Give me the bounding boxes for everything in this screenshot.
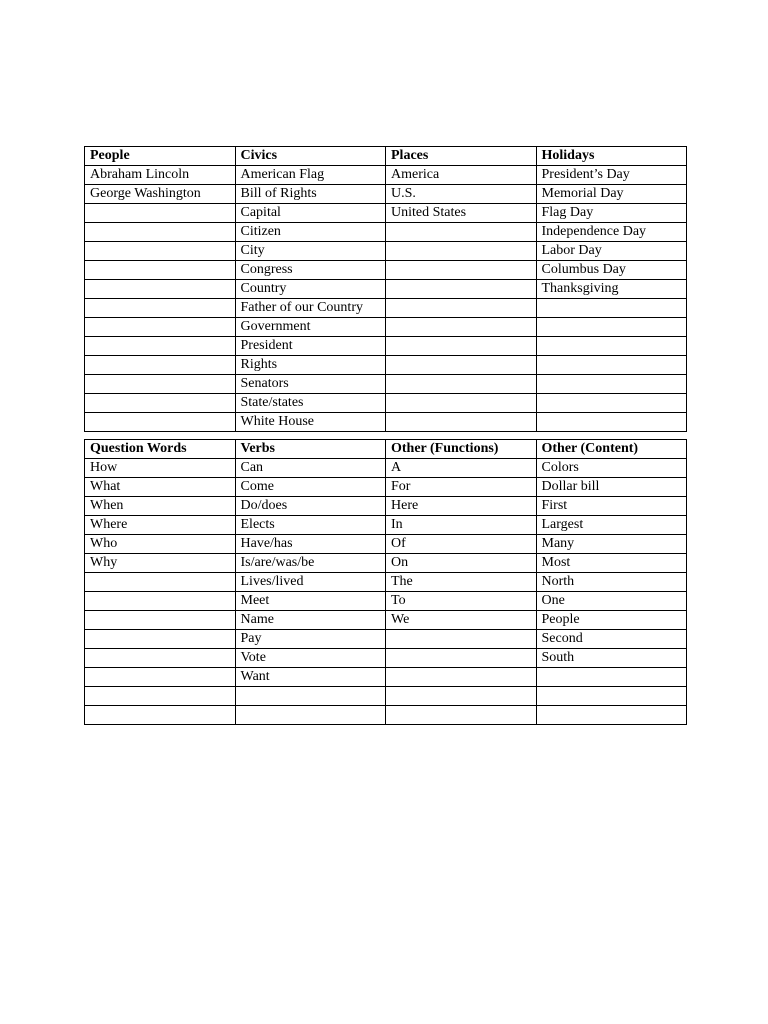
table-row [85, 554, 687, 573]
table-cell [85, 687, 236, 706]
table-cell: Here [386, 497, 537, 516]
table-cell: United States [386, 204, 537, 223]
table-row [85, 356, 687, 375]
table-row [85, 318, 687, 337]
table-cell: Columbus Day [536, 261, 687, 280]
table-cell: Senators [235, 375, 386, 394]
table-cell [536, 299, 687, 318]
table-cell [536, 706, 687, 725]
table-cell [386, 375, 537, 394]
table-body [85, 166, 687, 432]
table-cell: Dollar bill [536, 478, 687, 497]
table-row [85, 299, 687, 318]
table-cell: Congress [235, 261, 386, 280]
table-cell: Bill of Rights [235, 185, 386, 204]
table-cell: White House [235, 413, 386, 432]
table-cell: On [386, 554, 537, 573]
table-cell: Meet [235, 592, 386, 611]
table-row [85, 592, 687, 611]
table-row [85, 516, 687, 535]
table-row [85, 706, 687, 725]
table-cell: People [536, 611, 687, 630]
table-cell: Memorial Day [536, 185, 687, 204]
table-cell: Second [536, 630, 687, 649]
table-cell [386, 280, 537, 299]
table-cell: Is/are/was/be [235, 554, 386, 573]
table-cell: Who [85, 535, 236, 554]
table-cell [85, 318, 236, 337]
table-cell: Of [386, 535, 537, 554]
column-header: Places [386, 147, 537, 166]
table-cell [386, 394, 537, 413]
table-row [85, 375, 687, 394]
table-header [85, 147, 687, 166]
table-cell: George Washington [85, 185, 236, 204]
table-cell [85, 299, 236, 318]
table-cell [85, 573, 236, 592]
column-header: Other (Content) [536, 440, 687, 459]
table-cell: Thanksgiving [536, 280, 687, 299]
table-cell: Can [235, 459, 386, 478]
table-row [85, 459, 687, 478]
table-cell [85, 204, 236, 223]
table-row [85, 649, 687, 668]
column-header: Civics [235, 147, 386, 166]
table-cell: Citizen [235, 223, 386, 242]
table-cell: Government [235, 318, 386, 337]
table-cell: Rights [235, 356, 386, 375]
table-cell [386, 223, 537, 242]
table-cell [386, 668, 537, 687]
header-row [85, 440, 687, 459]
table-cell [85, 668, 236, 687]
table-cell: Labor Day [536, 242, 687, 261]
table-cell [85, 394, 236, 413]
table-cell [85, 280, 236, 299]
header-row [85, 147, 687, 166]
table-cell: What [85, 478, 236, 497]
table-cell: A [386, 459, 537, 478]
table-cell: Where [85, 516, 236, 535]
table-cell: President’s Day [536, 166, 687, 185]
table-cell: Why [85, 554, 236, 573]
table-cell [85, 649, 236, 668]
table-cell [536, 413, 687, 432]
table-cell [386, 413, 537, 432]
table-cell [85, 630, 236, 649]
table-cell: South [536, 649, 687, 668]
table-cell [386, 687, 537, 706]
table-cell [536, 668, 687, 687]
column-header: People [85, 147, 236, 166]
table-row [85, 497, 687, 516]
table-cell [386, 706, 537, 725]
table-row [85, 413, 687, 432]
table-cell: Name [235, 611, 386, 630]
table-row [85, 204, 687, 223]
table-cell: Flag Day [536, 204, 687, 223]
table-cell [85, 356, 236, 375]
table-cell [85, 337, 236, 356]
table-cell: Largest [536, 516, 687, 535]
table-cell [85, 592, 236, 611]
table-cell: Vote [235, 649, 386, 668]
table-cell [235, 706, 386, 725]
table-cell: Want [235, 668, 386, 687]
column-header: Other (Functions) [386, 440, 537, 459]
column-header: Holidays [536, 147, 687, 166]
table-cell: American Flag [235, 166, 386, 185]
table-cell [536, 394, 687, 413]
table-cell: The [386, 573, 537, 592]
table-cell: Elects [235, 516, 386, 535]
vocabulary-table-people-civics-places-holidays [84, 146, 687, 432]
table-cell: Come [235, 478, 386, 497]
table-row [85, 223, 687, 242]
table-cell [386, 649, 537, 668]
table-cell [386, 299, 537, 318]
table-cell: One [536, 592, 687, 611]
table-cell [85, 611, 236, 630]
table-cell: How [85, 459, 236, 478]
table-cell [85, 413, 236, 432]
table-cell: North [536, 573, 687, 592]
table-cell: In [386, 516, 537, 535]
table-row [85, 630, 687, 649]
table-cell: Capital [235, 204, 386, 223]
table-cell: President [235, 337, 386, 356]
table-row [85, 261, 687, 280]
table-row [85, 687, 687, 706]
table-cell: Independence Day [536, 223, 687, 242]
table-cell [536, 337, 687, 356]
table-cell: Country [235, 280, 386, 299]
table-cell [85, 261, 236, 280]
table-row [85, 337, 687, 356]
table-cell: U.S. [386, 185, 537, 204]
table-cell: Colors [536, 459, 687, 478]
table-cell: Father of our Country [235, 299, 386, 318]
table-cell [536, 687, 687, 706]
table-row [85, 242, 687, 261]
table-cell: Abraham Lincoln [85, 166, 236, 185]
table-header [85, 440, 687, 459]
table-cell [386, 630, 537, 649]
table-row [85, 668, 687, 687]
table-cell [386, 337, 537, 356]
table-cell [235, 687, 386, 706]
column-header: Verbs [235, 440, 386, 459]
table-cell [85, 706, 236, 725]
table-row [85, 611, 687, 630]
table-cell: Pay [235, 630, 386, 649]
table-row [85, 280, 687, 299]
column-header: Question Words [85, 440, 236, 459]
table-cell [386, 242, 537, 261]
table-cell: For [386, 478, 537, 497]
table-cell [536, 375, 687, 394]
table-cell [386, 318, 537, 337]
table-cell [85, 223, 236, 242]
vocabulary-table-questions-verbs-other [84, 439, 687, 725]
table-cell [536, 356, 687, 375]
table-cell [536, 318, 687, 337]
table-row [85, 185, 687, 204]
table-row [85, 394, 687, 413]
table-cell: First [536, 497, 687, 516]
table-row [85, 535, 687, 554]
table-cell: City [235, 242, 386, 261]
table-cell: America [386, 166, 537, 185]
table-cell: We [386, 611, 537, 630]
table-cell: State/states [235, 394, 386, 413]
table-cell: Have/has [235, 535, 386, 554]
table-row [85, 478, 687, 497]
table-cell: Do/does [235, 497, 386, 516]
table-cell [386, 356, 537, 375]
table-body [85, 459, 687, 725]
table-cell: Most [536, 554, 687, 573]
table-row [85, 166, 687, 185]
table-cell: To [386, 592, 537, 611]
table-cell: Many [536, 535, 687, 554]
table-cell [85, 375, 236, 394]
table-cell: Lives/lived [235, 573, 386, 592]
table-cell: When [85, 497, 236, 516]
table-cell [386, 261, 537, 280]
table-row [85, 573, 687, 592]
table-cell [85, 242, 236, 261]
